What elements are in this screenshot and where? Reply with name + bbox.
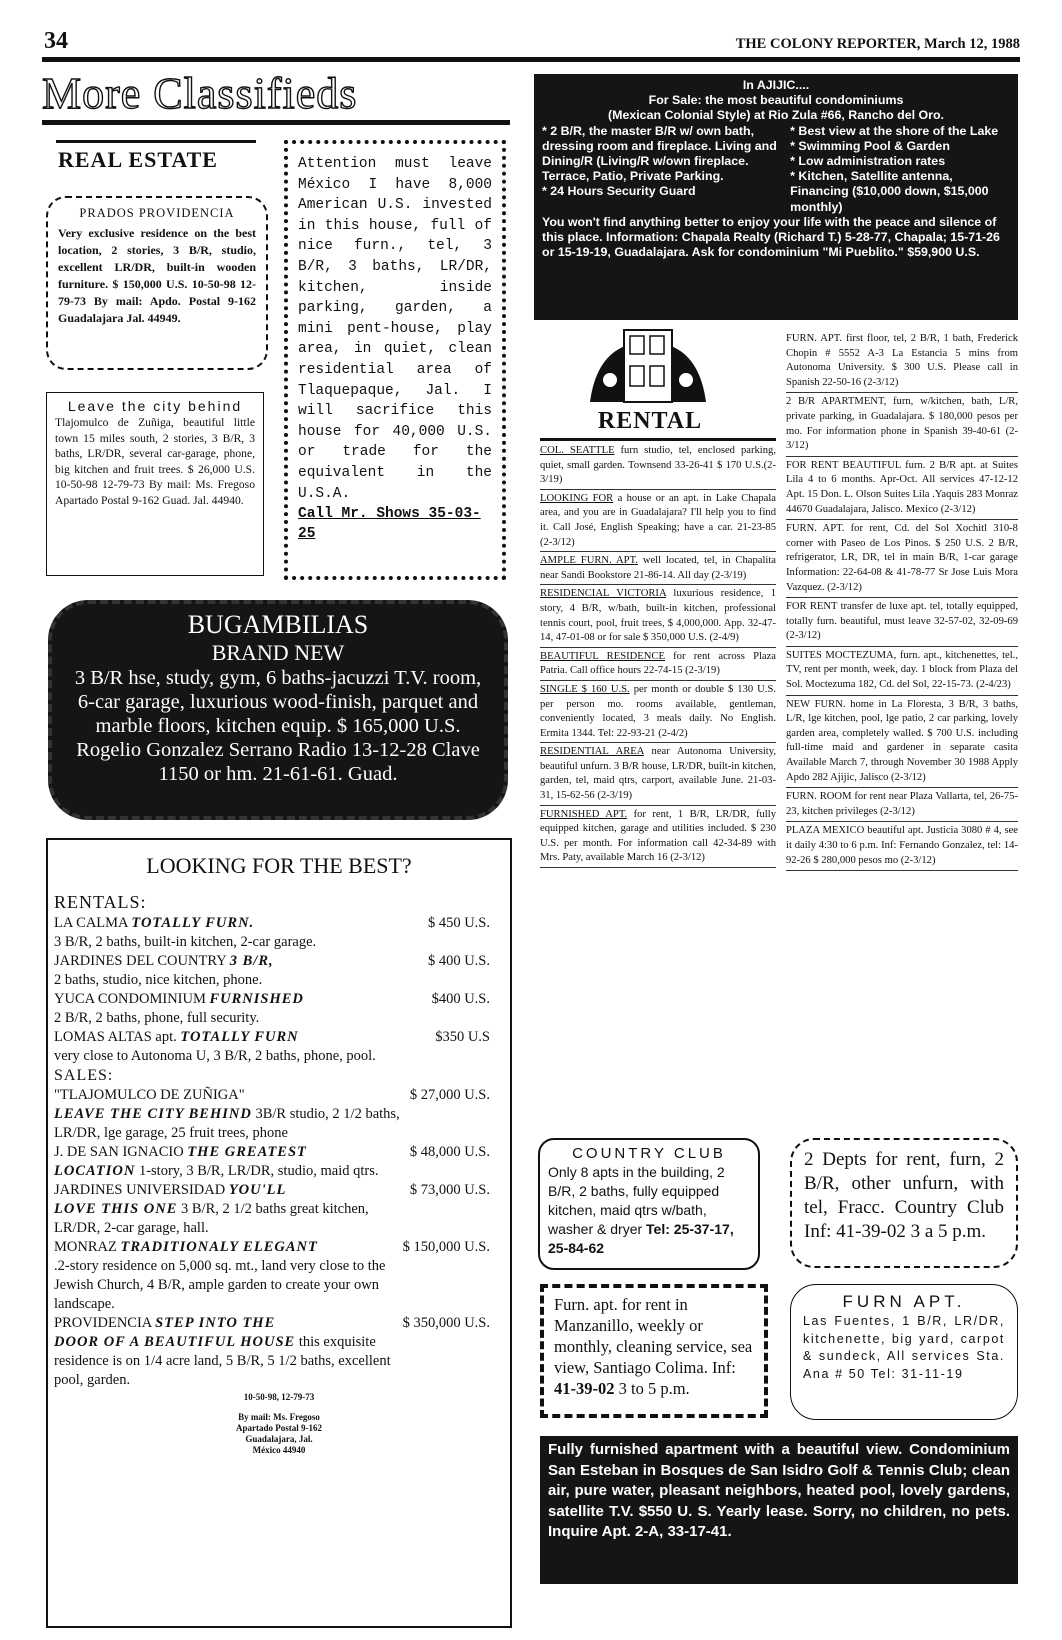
rental-row (54, 990, 504, 1009)
classified-ad-text: furn. 2 B/R apt. at Suites Lila 4 to 6 months. Apr-Oct. All services 47-12-12 Apt. 15 Don. L. Olson Suites Lila .Yaquis 283 Monraz 44670 Guadalajara, Jalisco. Mexico (2-3/12) (786, 459, 1018, 515)
san-esteban-text: Fully furnished apartment with a beautiful view. Condominium San Esteban in Bosques de San Isidro Golf & Tennis Club; clean air, pure water, pleasant neighbors, heated pool, lovely gardens, satellite T.V. $550 U. S. Yearly lease. Sorry, no children, no pets. Inquire Apt. 2-A, 33-17-41. (548, 1441, 1010, 1540)
rental-name: YUCA CONDOMINIUM (54, 991, 206, 1007)
mail-line: By mail: Ms. Fregoso (238, 1412, 320, 1422)
sale-name-line (54, 1086, 245, 1105)
sale-row (54, 1314, 504, 1333)
classified-ad-lead: FOR RENT (786, 601, 838, 613)
ajijic-feature: * Swimming Pool & Garden (790, 138, 950, 153)
rental-ad (540, 490, 776, 552)
classified-ad-lead: FOR RENT BEAUTIFUL (786, 459, 901, 471)
classified-ad-text: furn, w/kitchen, bath, L/R, private parking, in Guadalajara. $ 180,000 pesos per mo. For information phone in Spanish 39-40-61 (2-3/12) (786, 396, 1019, 452)
rental-row (54, 1028, 504, 1047)
depts-ad (790, 1138, 1018, 1268)
house-icon (588, 324, 708, 404)
rental-name-line (54, 1028, 299, 1047)
section-title: More Classifieds (42, 69, 358, 118)
classified-ad-text: transfer de luxe apt. tel, totally equipped, totally furn. beautiful, must leave 32-57-02, 32-09-69 (2-3/12) (786, 601, 1018, 642)
sale-name-line (54, 1143, 307, 1162)
rental-name-line (54, 952, 274, 971)
rental-ad-lead: COL. SEATTLE (540, 445, 615, 456)
classified-ad-text: for rent near Plaza Vallarta, tel, 26-75-23, kitchen privileges (2-3/12) (786, 791, 1018, 817)
rental-row (54, 914, 504, 933)
classified-ad-lead: PLAZA MEXICO (786, 825, 865, 837)
page-number: 34 (44, 28, 68, 54)
classified-ad-text: first floor, tel, 2 B/R, 1 bath, Frederick Chopin # 5552 A-3 La Estancia 5 mins from Autonoma University. $ 300 U.S. Please call in Spanish 22-50-16 (2-3/12) (786, 333, 1018, 388)
rental-ad-lead: AMPLE FURN. APT. (540, 555, 638, 567)
ajijic-footer: You won't find anything better to enjoy your life with the peace and silence of this place. Information: Chapala Realty (Richard T.) 5-28-77, Chapala; 15-71-26 or 15-19-19, Guadalajara. Ask for condominium "Mi Pueblito." $59,900 U.S. (542, 214, 1000, 260)
rental-ad-lead: LOOKING FOR (540, 492, 614, 504)
furn-apt-title: FURN APT. (842, 1292, 966, 1311)
sale-desc (54, 1162, 504, 1181)
rental-ad-lead: BEAUTIFUL RESIDENCE (540, 650, 665, 662)
ajijic-feature: * Kitchen, Satellite antenna, Financing ($10,000 down, $15,000 monthly) (790, 169, 989, 214)
sale-price: $ 48,000 U.S. (409, 1144, 490, 1160)
rental-tag: TOTALLY FURN. (131, 915, 255, 931)
ajijic-left (542, 124, 780, 215)
ajijic-feature: * 24 Hours Security Guard (542, 184, 696, 199)
rental-price: $400 U.S. (431, 991, 490, 1007)
manzanillo-time: 3 to 5 p.m. (618, 1379, 690, 1398)
ajijic-feature: * Best view at the shore of the Lake (790, 123, 999, 138)
rental-ad-lead: RESIDENCIAL VICTORIA (540, 588, 667, 600)
looking-ad (46, 838, 512, 1628)
sale-desc-text: 3 B/R, 2 1/2 baths great kitchen, LR/DR, 2-car garage, hall. (54, 1201, 369, 1236)
rental-ad-text: a house or an apt. in Lake Chapala area, and you are in Guadalajara? I'll help you to find it. Call José, English Speaking; have a car. 21-23-85 (2-3/12) (540, 492, 776, 548)
sale-desc-text: 3B/R studio, 2 1/2 baths, LR/DR, lge garage, 25 fruit trees, phone (54, 1106, 400, 1141)
rental-ad-text: furn studio, tel, enclosed parking, quiet, small garden. Townsend 33-26-41 $ 170 U.S.(2-3/19) (540, 445, 776, 486)
rental-ad (540, 806, 776, 868)
sale-row (54, 1181, 504, 1200)
sale-price: $ 27,000 U.S. (409, 1087, 490, 1103)
sale-name-tag: STEP INTO THE (155, 1315, 276, 1331)
ajijic-line3: (Mexican Colonial Style) at Rio Zula #66, Rancho del Oro. (608, 108, 944, 123)
sale-price: $ 150,000 U.S. (402, 1239, 490, 1255)
classified-ad-text: home in La Floresta, 3 B/R, 3 baths, L/R, lge kitchen, pool, lge patio, 2 car parking, lovely garden area, completely walled. $ 700 U.S. including full-time maid and gardener in separate casita Available March 7, through November 30 1988 Apply Apdo 282 Ajijic, Jalisco (2-3/12) (786, 698, 1018, 783)
rental-ad (540, 681, 776, 743)
leave-city-title: Leave the city behind (67, 398, 243, 414)
rental-heading: RENTAL (597, 408, 703, 434)
rental-price: $ 400 U.S. (427, 953, 490, 969)
manzanillo-text: Furn. apt. for rent in Manzanillo, weekly or monthly, cleaning service, sea view, Santiago Colima. Inf: (554, 1295, 753, 1377)
classified-ad (786, 788, 1018, 822)
sale-price: $ 73,000 U.S. (409, 1182, 490, 1198)
sale-tag: LOCATION (54, 1163, 136, 1179)
sale-desc-text: 1-story, 3 B/R, LR/DR, studio, maid qtrs. (138, 1163, 379, 1179)
rental-ad-lead: SINGLE $ 160 U.S. (540, 683, 630, 695)
sale-desc (54, 1333, 504, 1390)
rental-ad-text: well located, tel, in Chapalita near Sandi Bookstore 21-86-14. All day (2-3/19) (540, 555, 776, 581)
section-rule (42, 120, 510, 125)
mail-line: Guadalajara, Jal. (245, 1434, 313, 1444)
bugambilias-title: BUGAMBILIAS (187, 610, 369, 639)
rentals-list (54, 914, 504, 1066)
sale-name: MONRAZ (54, 1239, 117, 1255)
sale-row (54, 1086, 504, 1105)
header-rule (42, 57, 1020, 62)
mail-line: México 44940 (252, 1445, 306, 1455)
bugambilias-body: 3 B/R hse, study, gym, 6 baths-jacuzzi T.V. room, 6-car garage, luxurious wood-finish, parquet and marble floors, kitchen equip. $ 165,000 U.S. Rogelio Gonzalez Serrano Radio 13-12-28 Clave 1150 or hm. 21-61-61. Guad. (74, 667, 482, 785)
manzanillo-ad (540, 1284, 768, 1418)
rental-price: $ 450 U.S. (427, 915, 490, 931)
rental-name-line (54, 990, 304, 1009)
classified-ad-text: for rent, Cd. del Sol Xochitl 310-8 corner with Paseo de Los Pinos. $ 250 U.S. 2 B/R, refrigerator, LR, DR, tel in main B/R, 1-car garage Information: 22-64-08 & 41-78-77 Sr Jose Luis Mora Vazquez. (2-3/12) (786, 523, 1018, 593)
classified-ad-lead: SUITES MOCTEZUMA, (786, 649, 897, 661)
classified-ad-lead: FURN. APT. (786, 333, 843, 344)
sales-list (54, 1086, 504, 1390)
attention-call: Call Mr. Shows 35-03-25 (298, 506, 481, 543)
ajijic-right (790, 124, 1010, 215)
country-club-title: COUNTRY CLUB (572, 1145, 726, 1162)
classified-ad (786, 696, 1018, 789)
ajijic-feature: * Low administration rates (790, 154, 946, 169)
rental-heading-rule (540, 438, 776, 441)
rental-ad (540, 743, 776, 805)
sale-row (54, 1238, 504, 1257)
classified-ad (786, 822, 1018, 871)
sales-heading: SALES: (54, 1067, 114, 1084)
furn-apt-text: Las Fuentes, 1 B/R, LR/DR, kitchenette, big yard, carpot & sundeck, All services Sta. Ana # 50 Tel: 31-11-19 (803, 1314, 1005, 1381)
ajijic-line1: In AJIJIC.... (742, 78, 810, 92)
sale-name: "TLAJOMULCO DE ZUÑIGA" (54, 1087, 245, 1103)
rental-ad-text: for rent, 1 B/R, LR/DR, fully equipped kitchen, garage and utilities included. $ 230 U.S. per month. For information call 42-34-89 with Mrs. Paty, available March 16 (2-3/12) (540, 808, 776, 864)
rental-ad-lead: RESIDENTIAL AREA (540, 746, 644, 758)
rental-ad (540, 585, 776, 647)
rental-tag: FURNISHED (209, 991, 304, 1007)
rental-name: LA CALMA (54, 915, 128, 931)
country-club-tel: Tel: 25-37-17, 25-84-62 (548, 1221, 734, 1256)
leave-city-text: Tlajomulco de Zuñiga, beautiful little town 15 miles south, 2 stories, 3 B/R, 3 baths, LR/DR, several car-garage, phone, big kitchen and fruit trees. $ 26,000 U.S. 10-50-98 12-79-73 By mail: Ms. Fregoso Apartado Postal 9-162 Guad. Jal. 44940. (55, 416, 255, 507)
attention-ad (284, 140, 506, 580)
classified-ad-lead: FURN. ROOM (786, 791, 852, 803)
ajijic-line2: For Sale: the most beautiful condominiums (648, 93, 904, 108)
right-column (786, 330, 1018, 871)
classified-ad-text: beautiful apt. Justicia 3080 # 4, see it daily 4:30 to 6 p.m. Inf: Fernando Gonzalez, tel: 14-92-26 $ 280,000 pesos mo (2-3/12) (786, 825, 1018, 866)
prados-ad (46, 196, 268, 370)
mail-line: Apartado Postal 9-162 (236, 1423, 322, 1433)
sale-row (54, 1143, 504, 1162)
classified-ad (786, 598, 1018, 647)
looking-mail (54, 1412, 504, 1456)
prados-text: Very exclusive residence on the best location, 2 stories, 3 B/R, studio, excellent LR/DR, built-in wooden furniture. $ 150,000 U.S. 10-50-98 12-79-73 By mail: Apdo. Postal 9-162 Guadalajara Jal. 44949. (58, 226, 256, 325)
furn-apt-ad (790, 1284, 1018, 1420)
rental-tag: 3 B/R, (229, 953, 274, 969)
classified-ad (786, 330, 1018, 393)
ajijic-ad (534, 74, 1018, 320)
sale-name-line (54, 1181, 286, 1200)
sale-name: J. DE SAN IGNACIO (54, 1144, 184, 1160)
sale-name-line (54, 1238, 318, 1257)
classified-ad (786, 520, 1018, 598)
rental-logo (588, 324, 708, 404)
sale-desc (54, 1105, 504, 1143)
sale-price: $ 350,000 U.S. (402, 1315, 490, 1331)
san-esteban-ad (540, 1436, 1018, 1584)
looking-title: LOOKING FOR THE BEST? (146, 853, 412, 878)
rental-tag: TOTALLY FURN (180, 1029, 299, 1045)
paper-info: THE COLONY REPORTER, March 12, 1988 (735, 36, 1020, 52)
country-club-text: Only 8 apts in the building, 2 B/R, 2 baths, fully equipped kitchen, maid qtrs w/bath, washer & dryer (548, 1164, 725, 1237)
rental-ad-text: for rent across Plaza Patria. Call office hours 22-74-15 (2-3/19) (540, 650, 777, 677)
sale-name-tag: TRADITIONALY ELEGANT (120, 1239, 318, 1255)
bugambilias-ad (48, 600, 508, 820)
rental-ad-lead: FURNISHED APT. (540, 808, 628, 820)
rental-row (54, 952, 504, 971)
classified-ad-lead: FURN. APT. (786, 523, 845, 535)
sale-name: PROVIDENCIA (54, 1315, 152, 1331)
sale-name: JARDINES UNIVERSIDAD (54, 1182, 226, 1198)
classified-ad-lead: 2 B/R APARTMENT, (786, 396, 887, 408)
rental-desc: 2 B/R, 2 baths, phone, full security. (54, 1010, 260, 1026)
sale-tag: DOOR OF A BEAUTIFUL HOUSE (54, 1334, 296, 1350)
rental-desc: very close to Autonoma U, 3 B/R, 2 baths, phone, pool. (54, 1048, 376, 1064)
rental-desc: 2 baths, studio, nice kitchen, phone. (54, 972, 263, 988)
sale-tag: LEAVE THE CITY BEHIND (54, 1106, 252, 1122)
real-estate-heading-rule (56, 140, 256, 143)
country-club-ad (538, 1138, 760, 1270)
sale-desc-text: .2-story residence on 5,000 sq. mt., land very close to the Jewish Church, 4 B/R, ample garden to create your own landscape. (54, 1258, 386, 1312)
classified-ad (786, 647, 1018, 696)
sale-name-tag: THE GREATEST (187, 1144, 307, 1160)
rental-name-line (54, 914, 254, 933)
rental-column (540, 442, 776, 868)
bugambilias-subtitle: BRAND NEW (211, 640, 345, 665)
attention-text: Attention must leave México I have 8,000 American U.S. invested in this house, full of nice furn., tel, 3 B/R, 3 baths, LR/DR, kitchen, inside parking, garden, a mini pent-house, play area, in quiet, clean residential area of Tlaquepaque, Jal. I will sacrifice this house for 40,000 U.S. or trade for the equivalent in the U.S.A. (298, 156, 492, 502)
rental-price: $350 U.S (435, 1029, 490, 1045)
rental-ad-text: near Autonoma University, beautiful unfurn. 3 B/R house, LR/DR, built-in kitchen, garden, tel, maid qtrs, carport, available June. 21-03-31, 15-62-56 (2-3/19) (540, 746, 776, 802)
rental-name: LOMAS ALTAS apt. (54, 1029, 177, 1045)
sale-desc-text: this exquisite residence is on 1/4 acre land, 5 B/R, 5 1/2 baths, excellent pool, garden. (54, 1334, 391, 1388)
classified-ad-lead: NEW FURN. (786, 698, 846, 710)
sale-desc (54, 1257, 504, 1314)
leave-city-ad (46, 392, 264, 576)
prados-title: PRADOS PROVIDENCIA (79, 206, 235, 220)
rental-desc: 3 B/R, 2 baths, built-in kitchen, 2-car garage. (54, 934, 317, 950)
rental-ad-text: per month or double $ 130 U.S. per person mo. rooms available, gentleman, conveniently located, 3 meals daily. No English. Ermita 1344. Tel: 22-93-21 (2-4/2) (540, 683, 776, 739)
looking-phones: 10-50-98, 12-79-73 (243, 1392, 315, 1402)
depts-text: 2 Depts for rent, furn, 2 B/R, other unfurn, with tel, Fracc. Country Club Inf: 41-39-02 3 a 5 p.m. (804, 1149, 1004, 1242)
sale-desc (54, 1200, 504, 1238)
rentals-heading: RENTALS: (54, 892, 147, 912)
ajijic-feature: * 2 B/R, the master B/R w/ own bath, dressing room and fireplace. Living and Dining/R (Living/R w/own fireplace. Terrace, Patio, Private Parking. (542, 123, 777, 184)
classified-ad (786, 457, 1018, 520)
manzanillo-phone: 41-39-02 (554, 1379, 615, 1398)
rental-ad (540, 648, 776, 681)
classified-ad (786, 393, 1018, 456)
rental-ad-text: luxurious residence, 1 story, 4 B/R, w/bath, built-in kitchen, professional tennis court, pool, fruit trees, $ 4,000,000. App. 32-47-14, 47-01-08 or for sale $ 350,000 U.S. (2-4/9) (540, 588, 777, 644)
sale-name-tag: YOU'LL (228, 1182, 287, 1198)
sale-name-line (54, 1314, 275, 1333)
real-estate-heading: REAL ESTATE (58, 147, 218, 172)
rental-ad (540, 442, 776, 490)
rental-ad (540, 552, 776, 585)
classified-ad-text: furn. apt., kitchenettes, tel., TV, rent per month, week, day. 1 block from Plaza del Sol. Moctezuma 182, Cd. del Sol, 22-15-73. (2-4/23) (786, 649, 1018, 691)
rental-name: JARDINES DEL COUNTRY (54, 953, 227, 969)
sale-tag: LOVE THIS ONE (54, 1201, 178, 1217)
